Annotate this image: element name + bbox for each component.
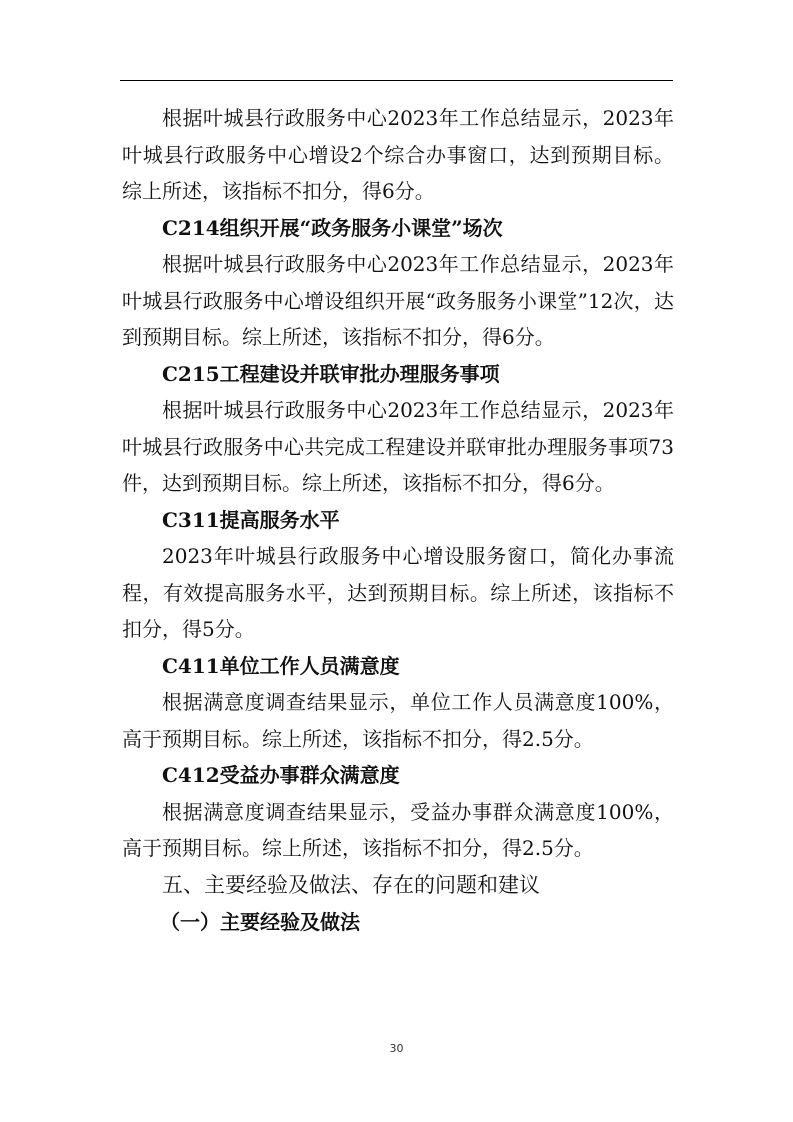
indicator-heading-c214: C214组织开展“政务服务小课堂”场次 xyxy=(162,215,503,240)
indicator-heading-c412: C412受益办事群众满意度 xyxy=(162,763,400,787)
paragraph: 根据满意度调查结果显示，受益办事群众满意度100%，高于预期目标。综上所述，该指标不扣分，得2.5分。 xyxy=(122,799,674,860)
header-rule xyxy=(120,80,673,81)
section-title: 五、主要经验及做法、存在的问题和建议 xyxy=(162,872,540,897)
subsection-title: （一）主要经验及做法 xyxy=(160,909,360,934)
paragraph: 2023年叶城县行政服务中心增设服务窗口，简化办事流程，有效提高服务水平，达到预期目标。综上所述，该指标不扣分，得5分。 xyxy=(122,544,674,641)
indicator-heading-c411: C411单位工作人员满意度 xyxy=(162,653,400,678)
paragraph: 根据满意度调查结果显示，单位工作人员满意度100%，高于预期目标。综上所述，该指标不扣分，得2.5分。 xyxy=(122,690,674,751)
paragraph: 根据叶城县行政服务中心2023年工作总结显示，2023年叶城县行政服务中心共完成工程建设并联审批办理服务事项73件，达到预期目标。综上所述，该指标不扣分，得6分。 xyxy=(122,398,674,495)
indicator-heading-c311: C311提高服务水平 xyxy=(162,507,340,532)
document-body xyxy=(122,100,674,941)
indicator-heading-c215: C215工程建设并联审批办理服务事项 xyxy=(162,361,500,386)
paragraph: 根据叶城县行政服务中心2023年工作总结显示，2023年叶城县行政服务中心增设组织开展“政务服务小课堂”12次，达到预期目标。综上所述，该指标不扣分，得6分。 xyxy=(122,252,674,349)
paragraph: 根据叶城县行政服务中心2023年工作总结显示，2023年叶城县行政服务中心增设2个综合办事窗口，达到预期目标。综上所述，该指标不扣分，得6分。 xyxy=(122,106,674,203)
page-number: 30 xyxy=(389,1042,404,1055)
